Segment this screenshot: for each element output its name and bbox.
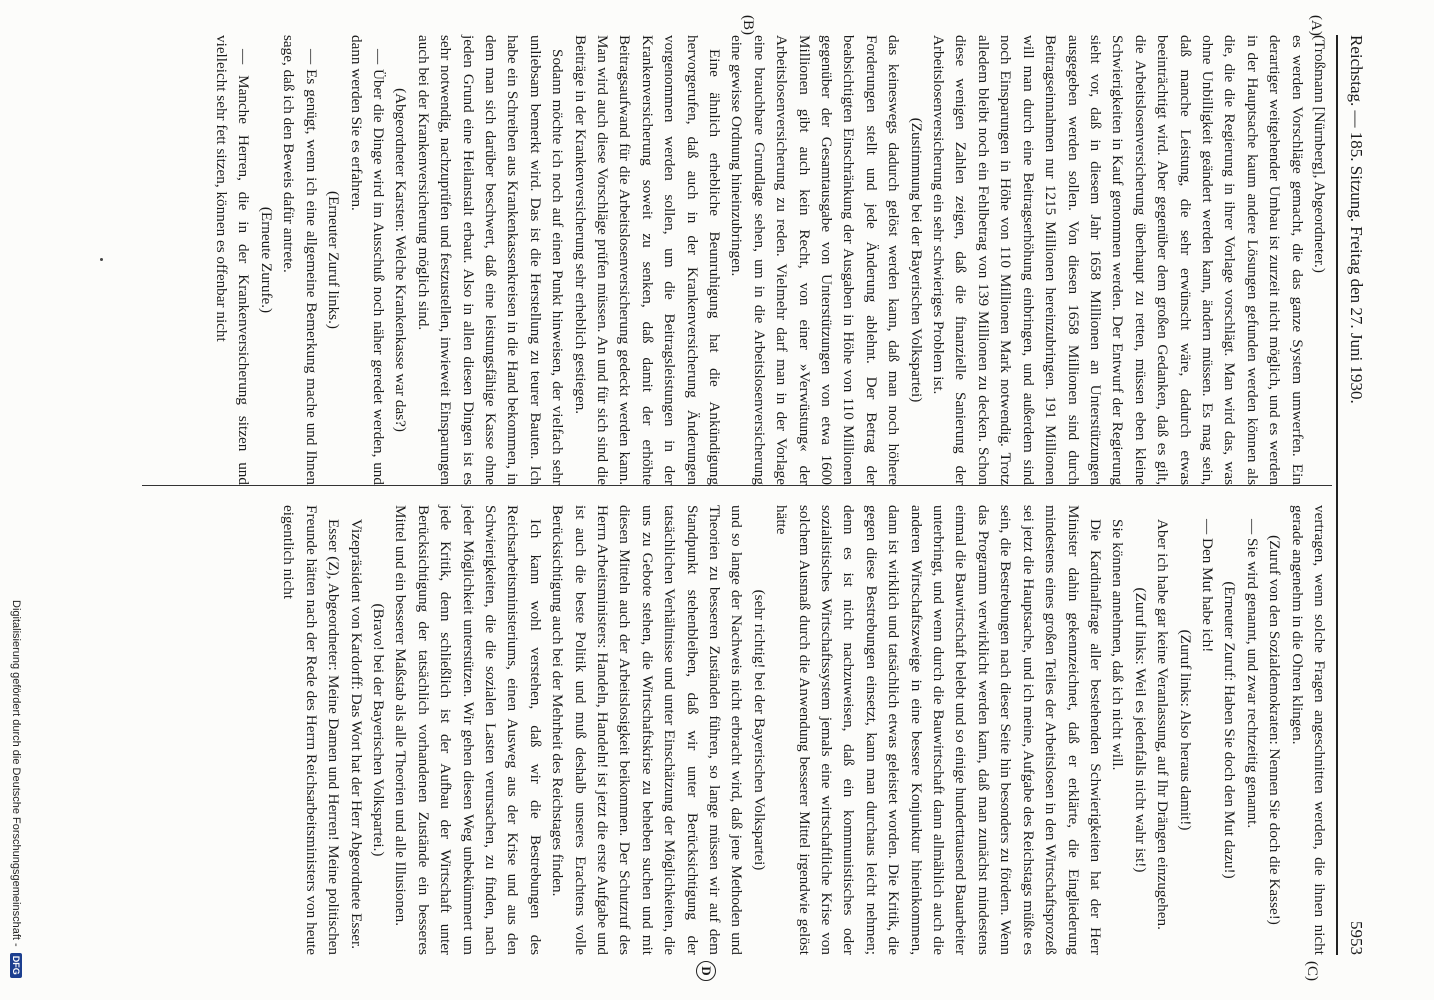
digitization-note — [4, 600, 26, 995]
interjection: (Abgeordneter Karsten: Welche Krankenkasse war das?) — [392, 88, 410, 432]
rotated-page — [82, 15, 1372, 981]
paragraph: Esser (Z), Abgeordneter: Meine Damen und Herren! Meine politischen Freunde hätten nach der Rede des Herrn Reichsarbeitsministers von heute eigentlich nicht — [280, 505, 343, 955]
paragraph: Ich kann wohl verstehen, daß wir die Bestrebungen des Reichsarbeitsministeriums, einen Ausweg aus der Krise und aus den Schwierigkeiten, die die sozialen Lasten verursachen, zu finden, nach jeder Möglichkeit unterstützen. Wir gehen diesen Weg unbekümmert um jede Kritik, denn schließlich ist der Aufbau der Wirtschaft unter Berücksichtigung der tatsächlich vorhandenen Zustände ein besseres Mittel und ein besserer Maßstab als alle Theorien und alle Illusionen. — [392, 505, 544, 955]
paragraph: — Manche Herren, die in der Krankenversicherung sitzen und vielleicht sehr fett sitzen, können es offenbar nicht — [213, 35, 253, 485]
page-header — [1338, 35, 1372, 955]
paragraph: es werden Vorschläge gemacht, die das ganze System umwerfen. Ein derartiger weitgehender Umbau ist zurzeit nicht möglich, und es werden in der Hauptsache kaum andere Lösungen gefunden werden können als die, die die Regierung in ihrer Vorlage vorschlägt. Man wird das, was ohne Unbilligkeit geändert werden kann, ändern müssen. Es mag sein, daß manche Leistung, die sehr erwünscht wäre, dadurch etwas beeinträchtigt wird. Aber gegenüber dem großen Gedanken, daß es gilt, die Arbeitslosenversicherung überhaupt zu retten, müssen eben kleine Schwierigkeiten in Kauf genommen werden. Der Entwurf der Regierung sieht vor, daß in diesem Jahr 1658 Millionen an Unterstützungen ausgegeben werden sollen. Von diesen 1658 Millionen sind durch Beitragseinnahmen nur 1215 Millionen hereinzubringen. 191 Millionen will man durch eine Beitragserhöhung einbringen, und außerdem sind noch Einsparungen in Höhe von 110 Millionen Mark notwendig. Trotz alledem bleibt noch ein Fehlbetrag von 139 Millionen zu decken. Schon diese wenigen Zahlen zeigen, daß die finanzielle Sanierung der Arbeitslosenversicherung ein sehr schwieriges Problem ist. — [930, 35, 1306, 485]
dfg-logo-icon: DFG — [10, 953, 22, 978]
margin-letter-a: (A) — [1308, 15, 1324, 36]
paragraph: — Über die Dinge wird im Ausschuß noch näher geredet werden, und dann werden Sie es erfahren. — [347, 35, 387, 485]
text-column-left — [210, 35, 1330, 485]
interjection: (Bravo! bei der Bayerischen Volkspartei.) — [369, 603, 387, 857]
header-title: Reichstag. — 185. Sitzung. Freitag den 27. Juni 1930. — [1347, 35, 1366, 404]
paragraph: (Troßmann [Nürnberg], Abgeordneter.) — [1311, 35, 1328, 273]
text-column-right — [277, 505, 1330, 955]
paragraph: Sodann möchte ich noch auf einen Punkt hinweisen, der vielfach sehr unliebsam bemerkt wird. Das ist die Herstellung zu teurer Bauten. Ich habe ein Schreiben aus Krankenkassenkreisen in die Hand bekommen, in dem man sich darüber beschwert, daß eine leistungsfähige Kasse ohne jeden Grund eine Heilanstalt erbaut. Also in allen diesen Dingen ist es sehr notwendig, nachzuprüfen und festzustellen, inwieweit Einsparungen auch bei der Krankenversicherung möglich sind. — [414, 35, 567, 485]
paragraph: und so lange der Nachweis nicht erbracht wird, daß jene Methoden und Theorien zu besseren Zuständen führen, so lange müssen wir auf dem Standpunkt stehenbleiben, daß wir unter Berücksichtigung der tatsächlichen Verhältnisse und unter Einschätzung der Möglichkeiten, die uns zu Gebote stehen, die Wirtschaftskrise zu beheben suchen und mit diesen Mitteln auch der Arbeitslosigkeit beikommen. Der Schutzruf des Herrn Arbeitsministers: Handeln, Handeln! ist jetzt die erste Aufgabe und ist auch die beste Politik und muß deshalb unseres Erachtens volle Berücksichtigung auch bei der Mehrheit des Reichstages finden. — [549, 505, 746, 955]
interjection: (Zuruf von den Sozialdemokraten: Nennen Sie doch die Kasse!) — [1266, 535, 1284, 925]
margin-letter-d: D — [696, 961, 716, 981]
paragraph: Aber ich habe gar keine Veranlassung, auf Ihr Drängen einzugehen. — [1154, 519, 1172, 930]
interjection: (Erneuter Zuruf: Haben Sie doch den Mut dazu!) — [1221, 581, 1239, 879]
interjection: (sehr richtig! bei der Bayerischen Volkspartei) — [750, 589, 768, 871]
paragraph: Vizepräsident von Kardorff: Das Wort hat der Herr Abgeordnete Esser. — [347, 519, 365, 950]
scan-speck — [100, 258, 103, 261]
paragraph: — Sie wird genannt, und zwar rechtzeitig genannt. — [1243, 519, 1261, 829]
digitization-text: Digitalisierung gefördert durch die Deutsche Forschungsgemeinschaft - — [10, 600, 22, 947]
margin-letter-b: (B) — [740, 15, 756, 35]
interjection: (Zustimmung bei der Bayerischen Volkspartei) — [907, 117, 925, 403]
paragraph: — Den Mut habe ich! — [1198, 519, 1216, 653]
paragraph: Sie können annehmen, daß ich nicht will. — [1109, 519, 1127, 771]
paragraph: — Es genügt, wenn ich eine allgemeine Bemerkung mache und Ihnen sage, daß ich den Beweis dafür antrete. — [280, 35, 320, 485]
column-divider — [142, 485, 1332, 486]
paragraph: das keineswegs dadurch gelöst werden kann, daß man noch höhere Forderungen stellt und jede Änderung ablehnt. Der Betrag der beabsichtigten Einschränkung der Ausgaben in Höhe von 110 Millionen gegenüber der Gesamtausgabe von Unterstützungen von etwa 1600 Millionen gibt auch kein Recht, von einer »Verwüstung« der Arbeitslosenversicherung zu reden. Vielmehr darf man in der Vorlage eine brauchbare Grundlage sehen, um in die Arbeitslosenversicherung eine gewisse Ordnung hineinzubringen. — [728, 35, 903, 485]
header-rule — [1336, 35, 1338, 955]
interjection: (Zuruf links: Also heraus damit!) — [1176, 629, 1194, 831]
paragraph: Die Kardinalfrage aller bestehenden Schwierigkeiten hat der Herr Minister dahin gekennzeichnet, daß er erklärte, die Eingliederung mindestens eines großen Teiles der Arbeitslosen in den Wirtschaftsprozeß sei jetzt die Hauptsache, und ich meine, Aufgabe des Reichstags müßte es sein, die Bestrebungen nach dieser Seite hin besonders zu fördern. Wenn das Programm verwirklicht werden kann, daß man zunächst mindestens einmal die Bauwirtschaft belebt und so einige hunderttausend Bauarbeiter unterbringt, und wenn durch die Bauwirtschaft dann allmählich auch die anderen Wirtschaftszweige in eine bessere Konjunktur hineinkommen, dann ist wirklich und tatsächlich etwas geleistet worden. Die Kritik, die gegen diese Bestrebungen einsetzt, kann man durchaus leicht nehmen; denn es ist nicht nachzuweisen, daß ein kommunistisches oder sozialistisches Wirtschaftssystem jemals eine wirtschaftliche Krise von solchem Ausmaß durch die Anwendung besserer Mittel irgendwie gelöst hätte — [773, 505, 1104, 955]
paragraph: Eine ähnlich erhebliche Beunruhigung hat die Ankündigung hervorgerufen, daß auch in der Krankenversicherung Änderungen vorgenommen werden sollen, um die Beitragsleistungen in der Krankenversicherung soweit zu senken, daß damit der erhöhte Beitragsaufwand für die Arbeitslosenversicherung gedeckt werden kann. Man wird auch diese Vorschläge prüfen müssen. An und für sich sind die Beiträge in der Krankenversicherung sehr erheblich gestiegen. — [571, 35, 724, 485]
interjection: (Erneuter Zuruf links.) — [325, 191, 343, 329]
paragraph: vertragen, wenn solche Fragen angeschnitten werden, die ihnen nicht gerade angenehm in die Ohren klingen. — [1288, 505, 1328, 955]
interjection: (Erneute Zurufe.) — [257, 206, 275, 314]
page-number: 5953 — [1347, 921, 1366, 955]
interjection: (Zuruf links: Weil es jedenfalls nicht wahr ist!) — [1131, 587, 1149, 873]
margin-letter-c: (C) — [1304, 961, 1320, 981]
